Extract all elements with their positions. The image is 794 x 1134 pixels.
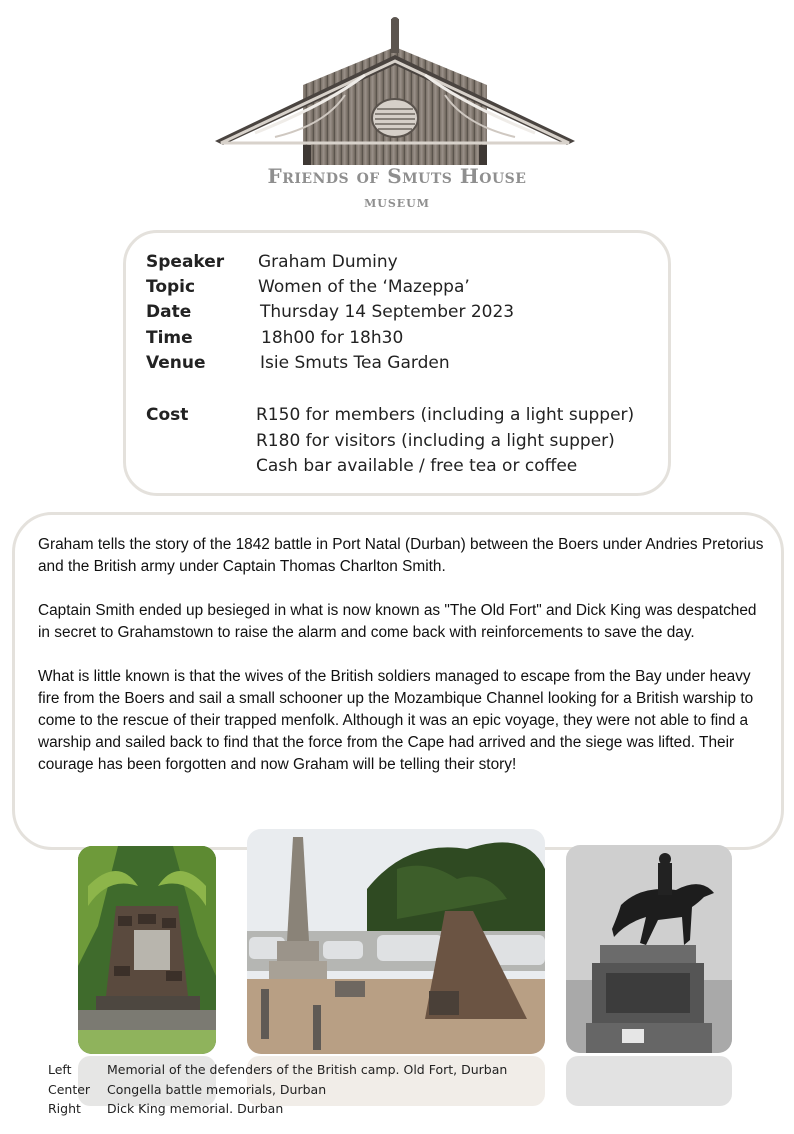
topic-value: Women of the ‘Mazeppa’ — [258, 277, 470, 297]
speaker-label: Speaker — [146, 252, 225, 272]
logo-title: Friends of Smuts House — [267, 164, 527, 188]
caption-text: Memorial of the defenders of the British camp. Old Fort, Durban — [107, 1062, 508, 1077]
congella-memorials-photo — [247, 829, 545, 1054]
photo-captions — [48, 1060, 548, 1119]
caption-text: Congella battle memorials, Durban — [107, 1081, 327, 1097]
time-value: 18h00 for 18h30 — [261, 328, 404, 348]
caption-position: Left — [48, 1062, 72, 1077]
venue-value: Isie Smuts Tea Garden — [260, 353, 450, 373]
caption-position: Center — [48, 1081, 91, 1097]
cost-bar: Cash bar available / free tea or coffee — [256, 456, 578, 476]
cost-visitors: R180 for visitors (including a light supper) — [256, 431, 615, 451]
caption-right — [48, 1099, 548, 1119]
cost-members: R150 for members (including a light supper) — [256, 405, 635, 425]
caption-text: Dick King memorial. Durban — [107, 1101, 284, 1116]
venue-label: Venue — [146, 353, 206, 373]
caption-left — [48, 1060, 548, 1080]
date-label: Date — [146, 302, 192, 322]
event-info-box — [123, 230, 671, 496]
old-fort-memorial-photo — [78, 846, 216, 1054]
dick-king-photo-reflection — [566, 1056, 732, 1106]
date-value: Thursday 14 September 2023 — [260, 302, 515, 322]
topic-label: Topic — [146, 277, 196, 297]
story-text — [38, 534, 768, 798]
speaker-value: Graham Duminy — [258, 252, 398, 272]
dick-king-memorial-photo — [566, 845, 732, 1053]
story-paragraph: Graham tells the story of the 1842 battle in Port Natal (Durban) between the Boers under Andries Pretorius and the British army under Captain Thomas Charlton Smith. — [38, 536, 764, 575]
time-label: Time — [146, 328, 193, 348]
cost-label: Cost — [146, 405, 189, 425]
logo-subtitle: museum — [364, 192, 430, 211]
story-paragraph: Captain Smith ended up besieged in what is now known as "The Old Fort" and Dick King was despatched in secret to Grahamstown to raise the alarm and come back with reinforcements to save the day. — [38, 602, 757, 641]
story-paragraph: What is little known is that the wives of the British soldiers managed to escape from the Bay under heavy fire from the Boers and sail a small schooner up the Mozambique Channel looking for a British warship to come to the rescue of their trapped menfolk. Although it was an epic voyage, they were not able to find a warship and sailed back to find that the force from the Cape had arrived and the siege was lifted. Their courage has been forgotten and now Graham will be telling their story! — [38, 668, 754, 773]
smuts-house-logo — [215, 15, 575, 165]
caption-position: Right — [48, 1101, 81, 1116]
caption-center — [48, 1080, 548, 1100]
